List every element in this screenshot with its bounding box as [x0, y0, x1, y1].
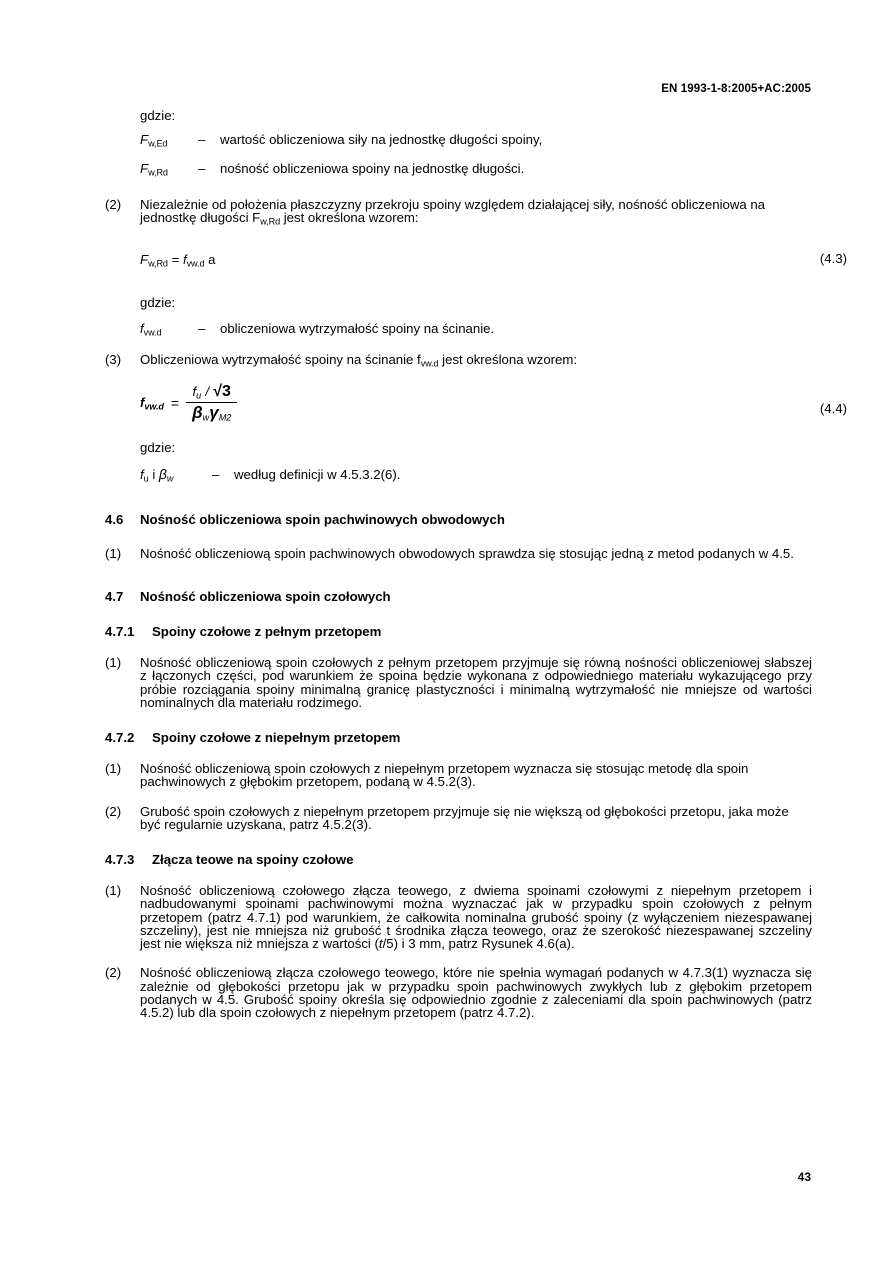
equation-number-4-3: (4.3) — [819, 251, 847, 267]
where-label-2: gdzie: — [140, 294, 176, 310]
clause-4-7-3-1-part2: /5) i 3 mm, patrz Rysunek 4.6(a). — [382, 936, 575, 952]
definition-text-fvwd: obliczeniowa wytrzymałość spoiny na ścinanie. — [220, 320, 495, 336]
equation-4-4-lhs — [140, 395, 164, 411]
clause-4-7-3-1 — [105, 884, 812, 950]
definition-text-fwrd: nośność obliczeniowa spoiny na jednostkę długości. — [220, 161, 525, 177]
symbol-f-vw-d-subscript: vw.d — [143, 326, 162, 337]
clause-4-7-2-1-body: Nośność obliczeniową spoin czołowych z niepełnym przetopem wyznacza się stosując metodę dla spoin pachwinowych z głębokim przetopem, podaną w 4.5.2(3). — [140, 761, 749, 790]
symbol-f-vw-d-base: f — [140, 320, 144, 336]
clause-4-7-3-1-italic-t: t — [378, 936, 383, 952]
clause-4-6-1 — [105, 547, 812, 560]
heading-4-7-2-title: Spoiny czołowe z niepełnym przetopem — [152, 730, 401, 746]
equation-4-4-fraction — [186, 384, 237, 422]
equation-4-4-numerator-subscript: u — [196, 390, 202, 401]
equation-4-4-denominator — [186, 403, 237, 422]
equation-4-4-expression — [140, 384, 237, 422]
symbol-f-w-ed — [140, 133, 198, 148]
heading-4-7-3-number: 4.7.3 — [105, 852, 135, 868]
symbol-f-w-rd-base: F — [140, 161, 149, 177]
definition-dash-3: – — [198, 320, 206, 336]
heading-4-6 — [105, 513, 812, 526]
definition-dash-1: – — [198, 132, 206, 147]
page-number: 43 — [797, 1170, 811, 1184]
clause-body-2 — [140, 198, 812, 227]
clause-4-7-2-1-number: (1) — [105, 761, 122, 777]
heading-4-6-title: Nośność obliczeniowa spoin pachwinowych obwodowych — [140, 512, 505, 528]
equation-4-3-rhs-base: f — [182, 252, 187, 268]
equation-4-4-equals: = — [170, 395, 180, 412]
clause-body-2-part1: Niezależnie od położenia płaszczyzny przekroju spoiny względem działającej siły, nośność obliczeniowa na jednostkę długości F — [140, 196, 766, 225]
definition-row-fwed — [140, 133, 812, 148]
equation-4-3-rhs-tail: a — [208, 252, 216, 268]
symbol-f-w-rd — [140, 162, 198, 177]
equation-4-4-gamma: γ — [209, 402, 219, 422]
heading-4-7-3-title: Złącza teowe na spoiny czołowe — [152, 852, 354, 868]
where-label-3: gdzie: — [140, 440, 176, 456]
equation-4-3-lhs-subscript: w,Rd — [148, 258, 168, 269]
equation-4-3 — [140, 251, 847, 269]
symbol-fu-subscript: u — [143, 473, 149, 484]
equation-4-3-expression — [140, 252, 215, 267]
definition-text-fwed: wartość obliczeniowa siły na jednostkę długości spoiny, — [220, 132, 543, 147]
definition-row-fvwd — [140, 322, 812, 337]
symbol-betaw-subscript: w — [166, 473, 174, 484]
clause-4-5-3 — [105, 353, 812, 368]
clause-4-6-1-body: Nośność obliczeniową spoin pachwinowych obwodowych sprawdza się stosując jedną z metod podanych w 4.5. — [140, 545, 794, 561]
equation-4-4-beta: β — [192, 402, 203, 422]
clause-4-7-2-1 — [105, 762, 812, 788]
definition-dash-4: – — [212, 467, 220, 483]
clause-4-5-2 — [105, 198, 812, 227]
equation-4-4 — [140, 383, 847, 422]
clause-body-3 — [140, 353, 812, 368]
definition-conjunction: i — [152, 467, 156, 483]
clause-4-7-3-1-number: (1) — [105, 883, 122, 899]
equation-number-4-4: (4.4) — [819, 401, 847, 417]
symbol-f-w-rd-subscript: w,Rd — [148, 167, 168, 178]
clause-4-7-2-2-number: (2) — [105, 803, 122, 819]
equation-4-4-gamma-subscript: M2 — [218, 411, 232, 422]
clause-body-2-part2: jest określona wzorem: — [280, 209, 419, 225]
equation-4-4-radical: √3 — [213, 383, 231, 401]
symbol-fu-and-betaw — [140, 467, 212, 483]
clause-number-3: (3) — [105, 352, 122, 367]
equation-4-4-lhs-subscript: vw.d — [144, 401, 164, 412]
definition-row-fu-betaw — [140, 467, 812, 483]
equation-4-3-lhs-base: F — [140, 252, 149, 268]
symbol-betaw-base: β — [158, 466, 167, 483]
where-label-1: gdzie: — [140, 108, 176, 123]
heading-4-7-3 — [105, 853, 812, 866]
clause-4-7-3-2-number: (2) — [105, 965, 122, 981]
document-header-standard-reference: EN 1993-1-8:2005+AC:2005 — [661, 83, 811, 95]
equation-4-4-lhs-base: f — [140, 395, 145, 411]
clause-4-7-2-2 — [105, 805, 812, 831]
heading-4-7-1 — [105, 625, 812, 638]
equation-4-4-numerator — [186, 384, 236, 401]
equation-4-4-numerator-slash: / — [205, 384, 210, 400]
equation-4-3-rhs-subscript: vw.d — [186, 258, 205, 269]
clause-body-3-part1: Obliczeniowa wytrzymałość spoiny na ścinanie f — [140, 352, 421, 367]
document-body — [105, 108, 847, 1020]
heading-4-6-number: 4.6 — [105, 512, 124, 528]
clause-4-7-3-2 — [105, 966, 812, 1019]
clause-4-7-3-1-body — [140, 884, 812, 950]
clause-4-7-2-2-body: Grubość spoin czołowych z niepełnym przetopem przyjmuje się nie większą od głębokości przetopu, jaka może być regularnie uzyskana, patrz 4.5.2(3). — [140, 803, 789, 832]
heading-4-7-2 — [105, 731, 812, 744]
heading-4-7 — [105, 590, 812, 603]
symbol-f-vw-d — [140, 322, 198, 337]
definition-dash-2: – — [198, 161, 206, 177]
clause-4-7-3-1-part1: Nośność obliczeniową czołowego złącza teowego, z dwiema spoinami czołowymi z niepełnym przetopem i nadbudowanymi spoinami pachwinowymi można wyznaczać jak w przypadku spoin czołowych z pełnym przetopem (patrz 4.7.1) pod warunkiem, że całkowita nominalna grubość spoiny (z wyłączeniem niezespawanej szczeliny), jest nie mniejsza niż grubość t środnika złącza teowego, oraz że szerokość niezespawanej szczeliny jest nie większa niż mniejsza z wartości ( — [140, 883, 812, 952]
symbol-f-w-ed-subscript: w,Ed — [148, 138, 168, 149]
symbol-f-w-ed-base: F — [140, 132, 149, 147]
clause-4-7-3-2-body: Nośność obliczeniową złącza czołowego teowego, które nie spełnia wymagań podanych w 4.7.3(1) wyznacza się zależnie od głębokości przetopu jak w przypadku spoin pachwinowych zwykłych lub z głębokim przetopem podanych w 4.5. Grubość spoiny określa się odpowiednio zgodnie z zaleceniami dla spoin pachwinowych (patrz 4.5.2) lub dla spoin czołowych z niepełnym przetopem (patrz 4.7.2). — [140, 965, 812, 1020]
clause-number-2: (2) — [105, 196, 122, 212]
clause-4-7-1-1-body: Nośność obliczeniową spoin czołowych z pełnym przetopem przyjmuje się równą nośności obliczeniowej słabszej z łączonych części, pod warunkiem że spoina będzie wykonana z odpowiedniego materiału wykazującego przy próbie rozciągania spoiny minimalną granicę plastyczności i minimalną wytrzymałość nie mniejsze od wartości nominalnych dla materiału rodzimego. — [140, 655, 812, 710]
equation-4-4-beta-subscript: w — [202, 411, 210, 422]
definition-row-fwrd — [140, 162, 812, 177]
heading-4-7-1-number: 4.7.1 — [105, 624, 135, 640]
definition-text-fu-betaw: według definicji w 4.5.3.2(6). — [234, 467, 401, 483]
clause-4-6-1-number: (1) — [105, 545, 122, 561]
heading-4-7-2-number: 4.7.2 — [105, 730, 135, 746]
equation-4-3-equals: = — [171, 252, 180, 268]
clause-4-7-1-1 — [105, 656, 812, 709]
equation-4-4-numerator-base: f — [192, 384, 197, 400]
clause-body-3-subscript: vw.d — [420, 358, 439, 369]
symbol-fu-base: f — [140, 467, 144, 483]
clause-body-3-part2: jest określona wzorem: — [438, 352, 578, 367]
heading-4-7-number: 4.7 — [105, 588, 124, 604]
heading-4-7-title: Nośność obliczeniowa spoin czołowych — [140, 588, 391, 604]
heading-4-7-1-title: Spoiny czołowe z pełnym przetopem — [152, 624, 382, 640]
clause-body-2-subscript: w,Rd — [260, 216, 281, 227]
clause-4-7-1-1-number: (1) — [105, 655, 122, 671]
